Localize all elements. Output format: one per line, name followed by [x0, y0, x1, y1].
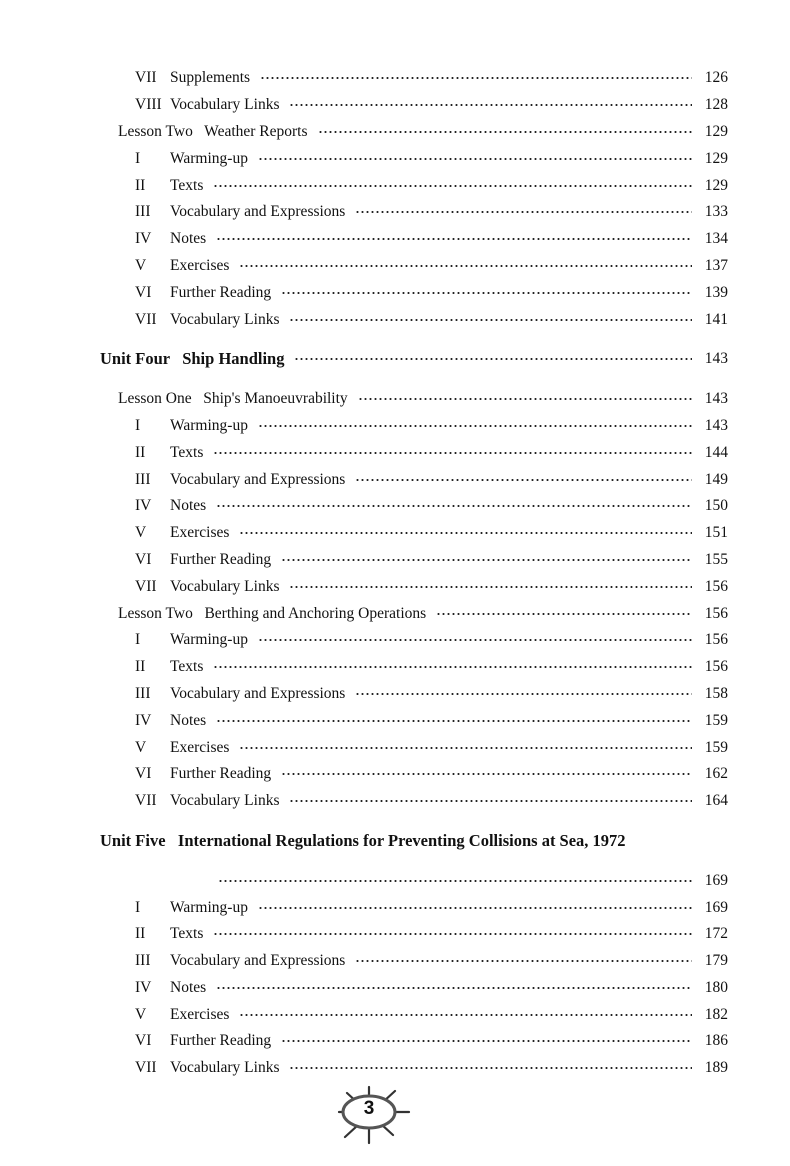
entry-numeral: I	[135, 631, 141, 649]
entry-title: Vocabulary and Expressions	[170, 203, 346, 221]
dot-leader	[436, 610, 692, 618]
dot-leader	[281, 556, 692, 564]
entry-title: Warming-up	[170, 149, 248, 167]
toc-entry-item	[0, 1055, 790, 1082]
entry-page-number: 164	[704, 792, 728, 810]
entry-title: Further Reading	[170, 1032, 272, 1050]
entry-numeral: IV	[135, 711, 152, 729]
entry-numeral: I	[135, 898, 141, 916]
dot-leader	[258, 155, 692, 163]
entry-page-number: 159	[704, 738, 728, 756]
entry-page-number: 143	[704, 416, 728, 434]
entry-numeral: III	[135, 952, 151, 970]
entry-numeral: II	[135, 925, 146, 943]
dot-leader	[213, 930, 692, 938]
entry-page-number: 179	[704, 952, 728, 970]
entry-title: Supplements	[170, 69, 251, 87]
entry-page-number: 129	[704, 149, 728, 167]
toc-entry-unit	[0, 346, 790, 373]
entry-numeral: IV	[135, 978, 152, 996]
entry-title: Further Reading	[170, 550, 272, 568]
entry-numeral: V	[135, 1005, 147, 1023]
dot-leader	[213, 449, 692, 457]
dot-leader	[281, 770, 692, 778]
dot-leader	[216, 984, 692, 992]
dot-leader	[281, 289, 692, 297]
dot-leader	[239, 262, 692, 270]
toc-entry-item	[0, 761, 790, 788]
entry-page-number: 143	[704, 350, 728, 368]
entry-title: Warming-up	[170, 898, 248, 916]
toc-entry-item	[0, 975, 790, 1002]
dot-leader	[358, 395, 692, 403]
entry-page-number: 149	[704, 470, 728, 488]
entry-page-number: 156	[704, 658, 728, 676]
entry-numeral: II	[135, 176, 146, 194]
toc-entry-item	[0, 145, 790, 172]
entry-page-number: 137	[704, 256, 728, 274]
toc-entry-item	[0, 627, 790, 654]
entry-page-number: 129	[704, 122, 728, 140]
entry-page-number: 150	[704, 497, 728, 515]
entry-title: Texts	[170, 658, 204, 676]
entry-title: Warming-up	[170, 416, 248, 434]
entry-numeral: VI	[135, 1032, 152, 1050]
toc-entry-item	[0, 253, 790, 280]
toc-entry-item	[0, 172, 790, 199]
toc-entry-lesson	[0, 119, 790, 146]
entry-title: Vocabulary Links	[170, 96, 280, 114]
entry-page-number: 126	[704, 69, 728, 87]
entry-numeral: VIII	[135, 96, 162, 114]
entry-page-number: 156	[704, 577, 728, 595]
entry-numeral: V	[135, 256, 147, 274]
toc-entry-item	[0, 199, 790, 226]
toc-entry-item	[0, 547, 790, 574]
dot-leader	[218, 877, 692, 885]
entry-numeral: VII	[135, 69, 157, 87]
entry-numeral: VI	[135, 550, 152, 568]
dot-leader	[289, 797, 692, 805]
entry-title: Further Reading	[170, 765, 272, 783]
dot-leader	[294, 355, 692, 363]
toc-entry-item	[0, 520, 790, 547]
toc-entry-item	[0, 894, 790, 921]
dot-leader	[258, 636, 692, 644]
entry-page-number: 141	[704, 310, 728, 328]
entry-title: Exercises	[170, 256, 230, 274]
entry-title: Notes	[170, 230, 207, 248]
table-of-contents	[0, 65, 790, 1082]
dot-leader	[213, 663, 692, 671]
dot-leader	[258, 904, 692, 912]
entry-title: Vocabulary Links	[170, 1059, 280, 1077]
entry-title: Lesson One Ship's Manoeuvrability	[118, 390, 348, 408]
entry-numeral: II	[135, 443, 146, 461]
entry-numeral: III	[135, 684, 151, 702]
toc-entry-item	[0, 413, 790, 440]
entry-page-number: 133	[704, 203, 728, 221]
entry-numeral: VII	[135, 577, 157, 595]
dot-leader	[289, 101, 692, 109]
entry-page-number: 155	[704, 550, 728, 568]
entry-numeral: VII	[135, 310, 157, 328]
toc-entry-item	[0, 1028, 790, 1055]
dot-leader	[355, 957, 692, 965]
entry-numeral: I	[135, 416, 141, 434]
dot-leader	[355, 476, 692, 484]
entry-title: Exercises	[170, 1005, 230, 1023]
entry-title: Texts	[170, 443, 204, 461]
entry-numeral: II	[135, 658, 146, 676]
toc-entry-item	[0, 654, 790, 681]
toc-entry-lesson	[0, 600, 790, 627]
dot-leader	[216, 235, 692, 243]
entry-page-number: 169	[704, 871, 728, 889]
entry-page-number: 144	[704, 443, 728, 461]
entry-numeral: III	[135, 203, 151, 221]
entry-numeral: III	[135, 470, 151, 488]
entry-numeral: V	[135, 524, 147, 542]
dot-leader	[318, 128, 692, 136]
entry-page-number: 180	[704, 978, 728, 996]
page-number-badge	[335, 1085, 415, 1145]
entry-page-number: 128	[704, 96, 728, 114]
dot-leader	[239, 1011, 692, 1019]
toc-entry-unit-nodots	[0, 828, 790, 855]
toc-entry-item	[0, 734, 790, 761]
toc-entry-cont	[0, 867, 790, 894]
toc-entry-item	[0, 1001, 790, 1028]
entry-page-number: 182	[704, 1005, 728, 1023]
entry-numeral: I	[135, 149, 141, 167]
entry-title: Vocabulary Links	[170, 792, 280, 810]
entry-page-number: 139	[704, 283, 728, 301]
entry-title: Lesson Two Berthing and Anchoring Operations	[118, 604, 427, 622]
entry-numeral: VII	[135, 1059, 157, 1077]
entry-title: Texts	[170, 176, 204, 194]
entry-page-number: 159	[704, 711, 728, 729]
toc-entry-item	[0, 788, 790, 815]
dot-leader	[355, 208, 692, 216]
entry-numeral: VI	[135, 765, 152, 783]
toc-entry-item	[0, 707, 790, 734]
entry-page-number: 129	[704, 176, 728, 194]
entry-numeral: VII	[135, 792, 157, 810]
entry-page-number: 158	[704, 684, 728, 702]
entry-page-number: 156	[704, 604, 728, 622]
entry-title: Texts	[170, 925, 204, 943]
entry-title: Exercises	[170, 524, 230, 542]
toc-entry-item	[0, 493, 790, 520]
entry-title: Further Reading	[170, 283, 272, 301]
entry-title: Vocabulary Links	[170, 310, 280, 328]
entry-title: Vocabulary and Expressions	[170, 952, 346, 970]
dot-leader	[239, 529, 692, 537]
entry-page-number: 134	[704, 230, 728, 248]
entry-page-number: 143	[704, 390, 728, 408]
entry-title: Vocabulary and Expressions	[170, 684, 346, 702]
entry-numeral: VI	[135, 283, 152, 301]
toc-entry-item	[0, 439, 790, 466]
entry-title: Unit Five International Regulations for Preventing Collisions at Sea, 1972	[100, 830, 626, 850]
entry-numeral: IV	[135, 230, 152, 248]
toc-entry-item	[0, 92, 790, 119]
toc-entry-item	[0, 466, 790, 493]
entry-page-number: 156	[704, 631, 728, 649]
entry-page-number: 189	[704, 1059, 728, 1077]
entry-numeral: IV	[135, 497, 152, 515]
dot-leader	[355, 690, 692, 698]
dot-leader	[216, 717, 692, 725]
entry-title: Vocabulary and Expressions	[170, 470, 346, 488]
dot-leader	[260, 74, 692, 82]
dot-leader	[289, 1064, 692, 1072]
toc-entry-item	[0, 681, 790, 708]
entry-page-number: 162	[704, 765, 728, 783]
entry-title: Lesson Two Weather Reports	[118, 122, 308, 140]
page-number: 3	[363, 1098, 375, 1119]
entry-title: Notes	[170, 497, 207, 515]
toc-entry-item	[0, 65, 790, 92]
entry-title: Exercises	[170, 738, 230, 756]
entry-page-number: 172	[704, 925, 728, 943]
entry-page-number: 186	[704, 1032, 728, 1050]
toc-entry-lesson	[0, 386, 790, 413]
dot-leader	[281, 1037, 692, 1045]
entry-title: Notes	[170, 978, 207, 996]
dot-leader	[239, 744, 692, 752]
dot-leader	[213, 182, 692, 190]
dot-leader	[258, 422, 692, 430]
entry-page-number: 151	[704, 524, 728, 542]
entry-title: Unit Four Ship Handling	[100, 349, 285, 369]
dot-leader	[216, 502, 692, 510]
toc-entry-item	[0, 573, 790, 600]
entry-title: Warming-up	[170, 631, 248, 649]
dot-leader	[289, 583, 692, 591]
entry-page-number: 169	[704, 898, 728, 916]
entry-numeral: V	[135, 738, 147, 756]
dot-leader	[289, 316, 692, 324]
toc-entry-item	[0, 279, 790, 306]
toc-entry-item	[0, 306, 790, 333]
toc-entry-item	[0, 948, 790, 975]
entry-title: Vocabulary Links	[170, 577, 280, 595]
toc-entry-item	[0, 921, 790, 948]
entry-title: Notes	[170, 711, 207, 729]
toc-entry-item	[0, 226, 790, 253]
